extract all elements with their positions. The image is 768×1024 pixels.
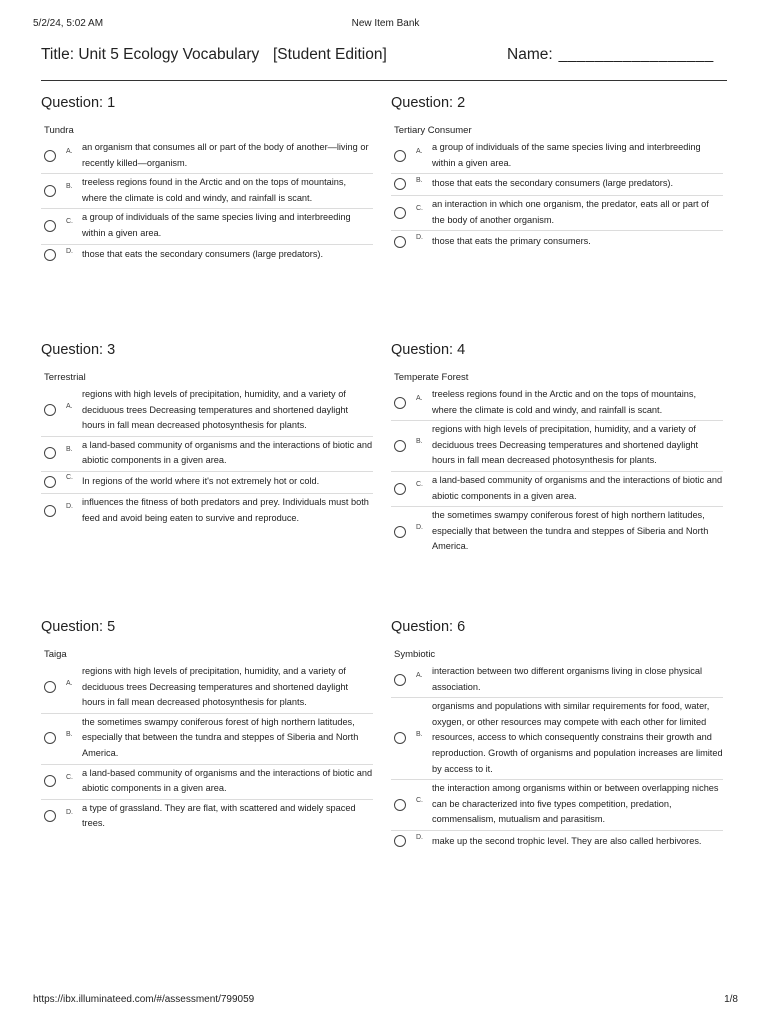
question-2 [391,95,723,253]
option-letter: C. [66,474,73,482]
radio-button-icon[interactable] [394,526,406,538]
question-1 [41,95,373,267]
question-term: Tertiary Consumer [394,125,472,136]
answer-option-d[interactable] [391,831,723,853]
option-letter: C. [416,481,423,489]
radio-button-icon[interactable] [44,185,56,197]
radio-button-icon[interactable] [394,440,406,452]
option-text: the sometimes swampy coniferous forest of high northern latitudes, especially that between the tundra and steppes of Siberia and North America. [82,716,359,758]
option-text: treeless regions found in the Arctic and on the tops of mountains, where the climate is cold and windy, and rainfall is scant. [82,177,347,203]
answer-option-b[interactable] [41,174,373,209]
answer-option-c[interactable] [391,472,723,507]
question-heading: Question: 2 [391,95,466,111]
option-letter: B. [66,183,73,191]
header-divider [41,80,727,81]
radio-button-icon[interactable] [44,249,56,261]
print-page-title: New Item Bank [351,18,420,29]
option-text: a land-based community of organisms and the interactions of biotic and abiotic components in a given area. [432,474,723,501]
option-letter: D. [416,833,423,841]
option-text: the interaction among organisms within or between overlapping niches can be characterized into five types competition, predation, commensalism, mutualism and parasitism. [432,783,719,825]
radio-button-icon[interactable] [394,799,406,811]
page-number: 1/8 [724,994,738,1005]
document-title: Title: Unit 5 Ecology Vocabulary [41,46,260,63]
answer-option-d[interactable] [41,800,373,834]
answer-options [41,386,373,528]
question-5 [41,619,373,834]
answer-option-a[interactable] [41,139,373,174]
option-text: the sometimes swampy coniferous forest of high northern latitudes, especially that between the tundra and steppes of Siberia and North America. [432,510,709,552]
question-heading: Question: 1 [41,95,116,111]
option-text: those that eats the secondary consumers (large predators). [432,178,674,189]
option-letter: B. [416,438,423,446]
radio-button-icon[interactable] [394,236,406,248]
option-text: regions with high levels of precipitation, humidity, and a variety of deciduous trees Decreasing temperatures and shortened daylight hours in fall mean decreased photosynthesis for plants. [432,424,699,466]
question-heading: Question: 3 [41,342,116,358]
radio-button-icon[interactable] [44,476,56,488]
answer-option-c[interactable] [41,209,373,244]
option-letter: D. [416,524,423,532]
answer-option-b[interactable] [41,714,373,765]
option-letter: A. [416,672,423,680]
option-text: treeless regions found in the Arctic and on the tops of mountains, where the climate is cold and windy, and rainfall is scant. [432,389,697,415]
question-term: Terrestrial [44,372,86,383]
radio-button-icon[interactable] [44,220,56,232]
radio-button-icon[interactable] [394,674,406,686]
document-title-row [41,46,727,68]
radio-button-icon[interactable] [44,775,56,787]
answer-option-a[interactable] [391,386,723,421]
question-term: Temperate Forest [394,372,469,383]
option-letter: C. [66,218,73,226]
option-text: a land-based community of organisms and the interactions of biotic and abiotic components in a given area. [82,439,373,466]
radio-button-icon[interactable] [44,732,56,744]
option-text: interaction between two different organisms living in close physical association. [432,666,702,692]
print-datetime: 5/2/24, 5:02 AM [33,18,104,29]
answer-option-c[interactable] [391,780,723,831]
edition-label: [Student Edition] [273,46,387,63]
option-letter: A. [66,148,73,156]
answer-option-b[interactable] [391,174,723,196]
print-header [33,18,738,32]
radio-button-icon[interactable] [44,681,56,693]
radio-button-icon[interactable] [394,178,406,190]
answer-option-a[interactable] [391,139,723,174]
question-6 [391,619,723,853]
answer-option-d[interactable] [41,245,373,267]
question-4 [391,342,723,557]
option-text: those that eats the secondary consumers (large predators). [82,249,324,260]
radio-button-icon[interactable] [44,447,56,459]
radio-button-icon[interactable] [44,150,56,162]
name-field [507,46,714,64]
name-label: Name: [507,46,553,63]
option-letter: C. [416,797,423,805]
question-heading: Question: 6 [391,619,466,635]
option-letter: C. [416,205,423,213]
option-letter: D. [66,503,73,511]
option-text: regions with high levels of precipitation, humidity, and a variety of deciduous trees Decreasing temperatures and shortened daylight hours in fall mean decreased photosynthesis for plants. [82,666,349,708]
answer-option-a[interactable] [391,663,723,698]
name-blank-line: _________________ [558,46,714,63]
answer-options [391,139,723,253]
option-text: In regions of the world where it's not extremely hot or cold. [82,476,320,487]
option-text: an organism that consumes all or part of the body of another—living or recently killed—organism. [82,142,369,168]
radio-button-icon[interactable] [394,483,406,495]
option-text: those that eats the primary consumers. [432,236,591,247]
answer-option-a[interactable] [41,663,373,714]
option-letter: A. [66,402,73,410]
option-letter: B. [416,730,423,738]
question-heading: Question: 4 [391,342,466,358]
radio-button-icon[interactable] [394,150,406,162]
answer-options [41,663,373,834]
answer-option-c[interactable] [391,196,723,231]
option-letter: A. [416,148,423,156]
answer-option-c[interactable] [41,765,373,800]
option-letter: C. [66,773,73,781]
page-url: https://ibx.illuminateed.com/#/assessment/799059 [33,994,255,1005]
answer-options [41,139,373,267]
option-letter: D. [66,808,73,816]
answer-option-d[interactable] [41,494,373,528]
radio-button-icon[interactable] [44,404,56,416]
answer-option-a[interactable] [41,386,373,437]
answer-option-d[interactable] [391,231,723,253]
option-text: regions with high levels of precipitation, humidity, and a variety of deciduous trees Decreasing temperatures and shortened daylight hours in fall mean decreased photosynthesis for plants. [82,389,349,431]
answer-option-d[interactable] [391,507,723,557]
option-text: a group of individuals of the same species living and interbreeding within a given area. [432,142,701,168]
radio-button-icon[interactable] [394,835,406,847]
option-text: a group of individuals of the same species living and interbreeding within a given area. [82,212,351,238]
radio-button-icon[interactable] [394,207,406,219]
radio-button-icon[interactable] [394,732,406,744]
option-letter: B. [66,730,73,738]
option-letter: B. [66,445,73,453]
answer-option-b[interactable] [391,698,723,780]
answer-options [391,663,723,853]
option-letter: D. [416,234,423,242]
option-text: a land-based community of organisms and the interactions of biotic and abiotic components in a given area. [82,767,373,794]
option-text: a type of grassland. They are flat, with scattered and widely spaced trees. [82,802,356,829]
radio-button-icon[interactable] [44,810,56,822]
answer-option-b[interactable] [391,421,723,472]
option-text: an interaction in which one organism, the predator, eats all or part of the body of another organism. [432,199,709,225]
radio-button-icon[interactable] [394,397,406,409]
question-term: Taiga [44,649,67,660]
question-term: Symbiotic [394,649,436,660]
answer-option-b[interactable] [41,437,373,472]
option-letter: A. [66,679,73,687]
print-footer [33,994,738,1006]
question-term: Tundra [44,125,74,136]
answer-option-c[interactable] [41,472,373,494]
answer-options [391,386,723,557]
option-letter: D. [66,247,73,255]
option-text: influences the fitness of both predators and prey. Individuals must both feed and avoid being eaten to survive and reproduce. [82,496,369,523]
option-letter: A. [416,395,423,403]
option-letter: B. [416,176,423,184]
question-heading: Question: 5 [41,619,116,635]
question-3 [41,342,373,528]
radio-button-icon[interactable] [44,505,56,517]
option-text: make up the second trophic level. They are also called herbivores. [432,835,702,846]
option-text: organisms and populations with similar requirements for food, water, oxygen, or other resources may compete with each other for limited resources, access to which consequently constrains their growth and reproduction. Growth of organisms and population increases are limited by access to it. [432,701,723,774]
